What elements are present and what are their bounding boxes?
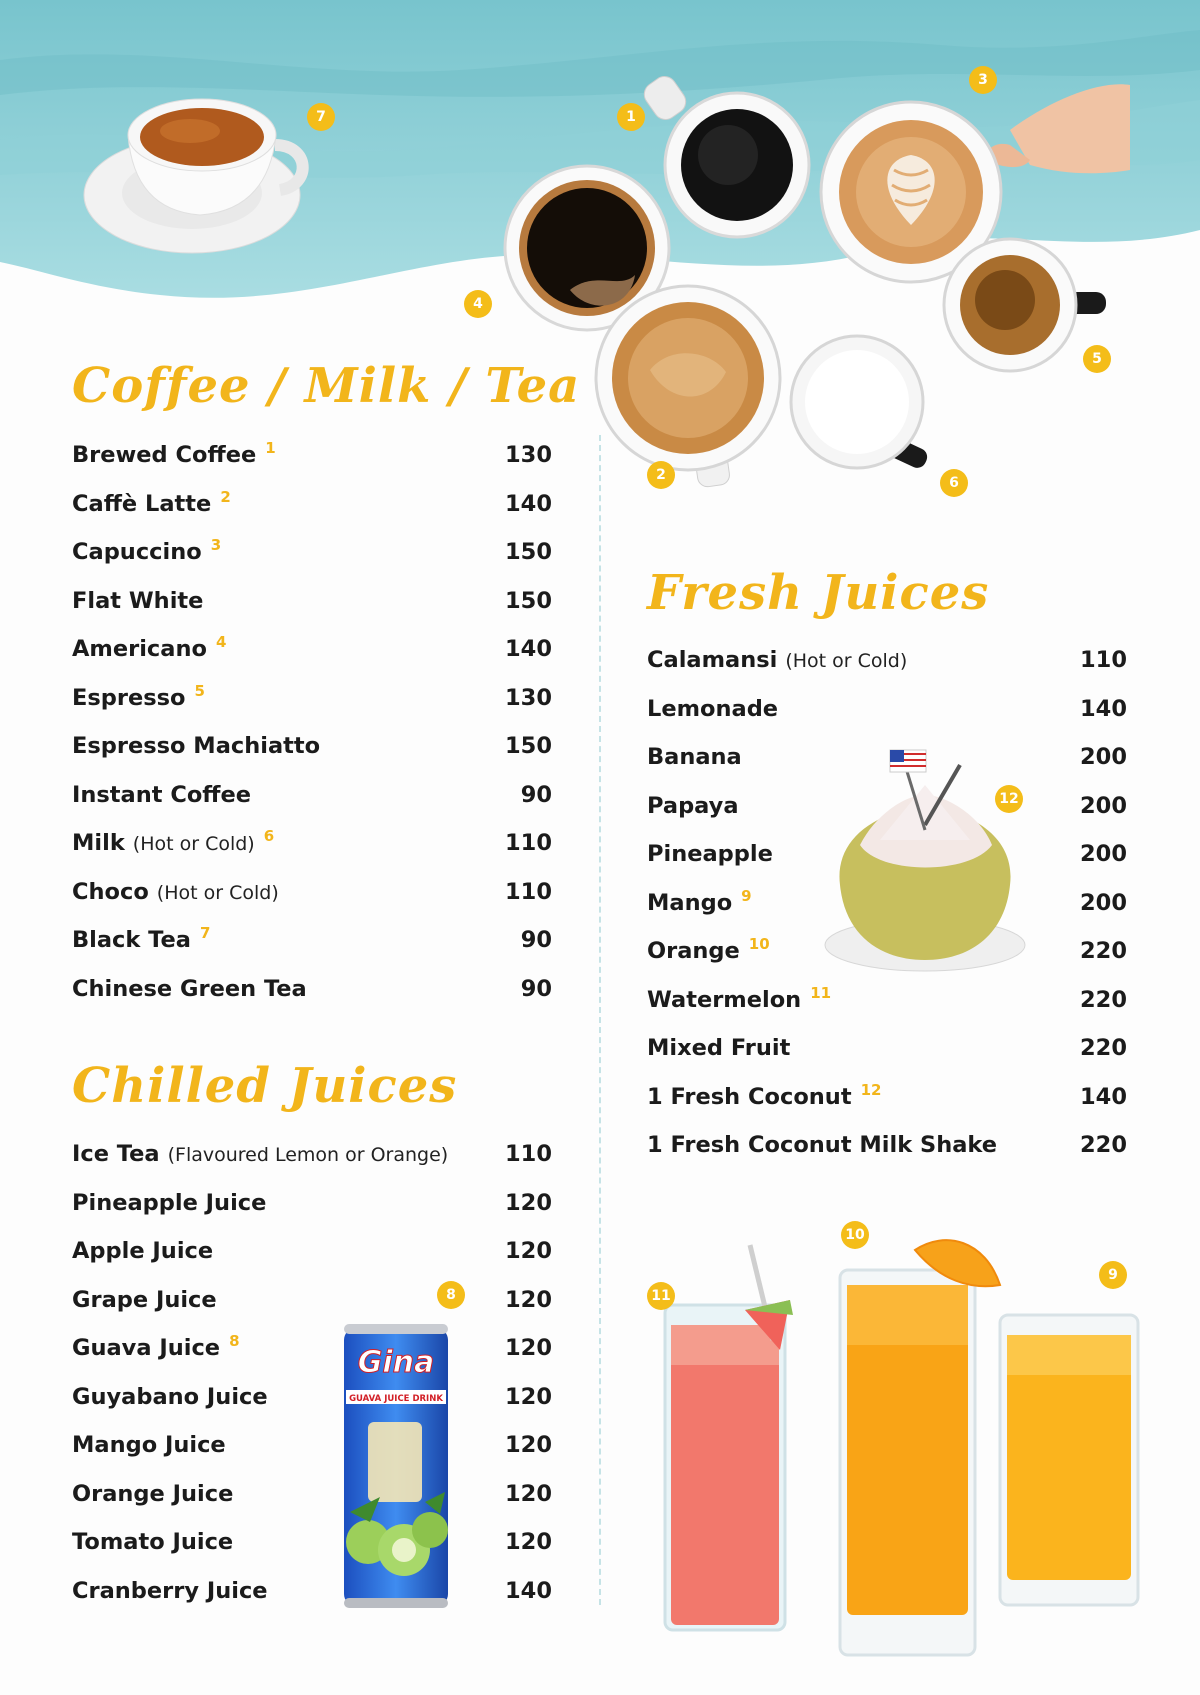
menu-item	[72, 625, 552, 674]
menu-item-price: 110	[505, 830, 552, 857]
menu-item-label	[72, 1141, 448, 1167]
menu-item-note: (Hot or Cold)	[785, 650, 908, 673]
menu-item	[647, 1073, 1127, 1122]
menu-item-label	[72, 681, 205, 711]
menu-item-price: 120	[505, 1529, 552, 1556]
menu-item-price: 140	[1080, 1083, 1127, 1110]
menu-item	[72, 771, 552, 820]
menu-item-price: 120	[505, 1480, 552, 1507]
menu-item	[72, 431, 552, 480]
menu-item	[647, 879, 1127, 928]
chilled-menu-list	[72, 1130, 552, 1615]
menu-item-price: 200	[1080, 889, 1127, 916]
coffee-menu-list	[72, 431, 552, 1013]
menu-item	[647, 733, 1127, 782]
menu-item-price: 220	[1080, 938, 1127, 965]
menu-item-label	[647, 841, 773, 867]
menu-item-name: Caffè Latte	[72, 490, 212, 517]
menu-item-name: Ice Tea	[72, 1141, 160, 1168]
menu-item-note: (Hot or Cold)	[132, 833, 255, 856]
menu-item-name: Guyabano Juice	[72, 1383, 268, 1410]
fresh-section-title: Fresh Juices	[647, 565, 990, 621]
menu-item-name: Mango	[647, 889, 733, 916]
menu-item-photo-ref: 4	[215, 633, 227, 652]
menu-item-name: 1 Fresh Coconut	[647, 1083, 852, 1110]
menu-item-price: 140	[505, 1577, 552, 1604]
menu-item	[647, 927, 1127, 976]
menu-item-name: Choco	[72, 878, 149, 905]
menu-item	[647, 782, 1127, 831]
menu-item-price: 110	[505, 1141, 552, 1168]
photo-badge-2: 2	[647, 461, 675, 489]
menu-item-label	[72, 1432, 226, 1458]
menu-item	[72, 1324, 552, 1373]
photo-badge-11: 11	[647, 1282, 675, 1310]
menu-item-price: 90	[520, 975, 552, 1002]
menu-item	[647, 976, 1127, 1025]
photo-badge-9: 9	[1099, 1261, 1127, 1289]
menu-item-label	[647, 886, 752, 916]
fresh-menu-list	[647, 636, 1127, 1170]
menu-item	[647, 685, 1127, 734]
menu-item-price: 140	[505, 636, 552, 663]
photo-badge-5: 5	[1083, 345, 1111, 373]
menu-item	[72, 916, 552, 965]
menu-item-name: Calamansi	[647, 647, 778, 674]
menu-item-name: 1 Fresh Coconut Milk Shake	[647, 1132, 998, 1159]
menu-item-name: Guava Juice	[72, 1335, 221, 1362]
menu-item-name: Pineapple Juice	[72, 1189, 267, 1216]
juice-glasses-photo	[655, 1225, 1150, 1665]
menu-item-label	[72, 588, 203, 614]
column-divider	[599, 435, 601, 1605]
menu-item-price: 90	[520, 781, 552, 808]
menu-item	[72, 577, 552, 626]
menu-item	[72, 965, 552, 1014]
menu-item-label	[647, 793, 739, 819]
menu-item-price: 150	[505, 733, 552, 760]
menu-item-label	[647, 1080, 882, 1110]
menu-item	[72, 1470, 552, 1519]
menu-item-label	[72, 487, 231, 517]
menu-item-name: Flat White	[72, 587, 204, 614]
menu-item-name: Capuccino	[72, 539, 202, 566]
coffee-section-title: Coffee / Milk / Tea	[72, 358, 581, 414]
menu-item-price: 120	[505, 1432, 552, 1459]
menu-item-label	[72, 733, 320, 759]
menu-item-label	[647, 935, 770, 965]
menu-item	[72, 819, 552, 868]
menu-item-name: Mango Juice	[72, 1432, 226, 1459]
menu-item	[72, 528, 552, 577]
menu-item-label	[72, 1384, 268, 1410]
coffee-cups-photo	[490, 60, 1130, 520]
menu-item-label	[72, 1481, 233, 1507]
photo-badge-8: 8	[437, 1281, 465, 1309]
menu-item-price: 200	[1080, 792, 1127, 819]
menu-item-name: Grape Juice	[72, 1286, 217, 1313]
menu-item-name: Milk	[72, 830, 125, 857]
menu-item	[647, 1024, 1127, 1073]
menu-item-price: 120	[505, 1286, 552, 1313]
menu-item-price: 130	[505, 442, 552, 469]
menu-item-photo-ref: 10	[748, 935, 770, 954]
menu-item-name: Orange Juice	[72, 1480, 234, 1507]
menu-item-photo-ref: 11	[810, 983, 832, 1002]
menu-item-name: Apple Juice	[72, 1238, 214, 1265]
menu-item-price: 220	[1080, 986, 1127, 1013]
menu-item-label	[647, 1132, 997, 1158]
menu-item-label	[72, 782, 251, 808]
menu-item-name: Mixed Fruit	[647, 1035, 791, 1062]
photo-badge-4: 4	[464, 290, 492, 318]
menu-item-label	[72, 1578, 268, 1604]
menu-item-photo-ref: 9	[741, 886, 752, 905]
menu-item-price: 220	[1080, 1035, 1127, 1062]
menu-item-label	[647, 696, 778, 722]
menu-item-photo-ref: 8	[229, 1332, 240, 1351]
menu-item-label	[72, 439, 276, 469]
menu-item-photo-ref: 3	[210, 536, 222, 555]
menu-item-label	[72, 1238, 213, 1264]
menu-item-price: 90	[520, 927, 552, 954]
menu-item-photo-ref: 12	[860, 1080, 882, 1099]
menu-item-price: 200	[1080, 744, 1127, 771]
photo-badge-3: 3	[969, 66, 997, 94]
photo-badge-12: 12	[995, 785, 1023, 813]
photo-badge-7: 7	[307, 103, 335, 131]
menu-item	[72, 868, 552, 917]
menu-item-label	[647, 744, 742, 770]
menu-item	[72, 1567, 552, 1616]
menu-item-photo-ref: 2	[220, 487, 231, 506]
menu-item-label	[72, 924, 211, 954]
chilled-section-title: Chilled Juices	[72, 1058, 458, 1114]
menu-item-price: 140	[1080, 695, 1127, 722]
menu-item-name: Instant Coffee	[72, 781, 252, 808]
can-product: GUAVA JUICE DRINK	[349, 1394, 443, 1404]
menu-item	[72, 1130, 552, 1179]
menu-item-price: 140	[505, 490, 552, 517]
black-tea-photo	[80, 85, 320, 255]
menu-item-label	[72, 1190, 266, 1216]
photo-badge-1: 1	[617, 103, 645, 131]
menu-item-name: Tomato Juice	[72, 1529, 234, 1556]
menu-item	[72, 1227, 552, 1276]
menu-item-name: Brewed Coffee	[72, 442, 257, 469]
menu-item-label	[72, 1332, 240, 1362]
menu-item	[72, 1518, 552, 1567]
menu-item-price: 120	[505, 1238, 552, 1265]
menu-item	[647, 830, 1127, 879]
menu-item-label	[72, 879, 279, 905]
menu-item-note: (Flavoured Lemon or Orange)	[167, 1144, 449, 1167]
menu-item-price: 150	[505, 587, 552, 614]
menu-item-price: 120	[505, 1335, 552, 1362]
menu-item	[72, 1421, 552, 1470]
menu-item-price: 120	[505, 1189, 552, 1216]
menu-item	[647, 636, 1127, 685]
menu-item-price: 110	[1080, 647, 1127, 674]
menu-item-name: Cranberry Juice	[72, 1577, 268, 1604]
menu-item-price: 200	[1080, 841, 1127, 868]
menu-item-name: Papaya	[647, 792, 739, 819]
menu-item-name: Black Tea	[72, 927, 191, 954]
menu-item	[72, 1373, 552, 1422]
can-brand: Gina	[357, 1345, 435, 1380]
menu-item-name: Pineapple	[647, 841, 773, 868]
menu-item-label	[647, 1035, 790, 1061]
menu-item-label	[72, 827, 275, 857]
menu-item-label	[647, 983, 832, 1013]
menu-item-photo-ref: 5	[194, 681, 205, 700]
menu-item-price: 150	[505, 539, 552, 566]
menu-item-label	[72, 633, 227, 663]
menu-item-name: Orange	[647, 938, 740, 965]
menu-item-name: Lemonade	[647, 695, 779, 722]
menu-item-name: Espresso	[72, 684, 186, 711]
menu-item-photo-ref: 7	[199, 924, 211, 943]
menu-item	[72, 1276, 552, 1325]
menu-item	[647, 1121, 1127, 1170]
menu-item-label	[647, 647, 907, 673]
menu-item	[72, 480, 552, 529]
photo-badge-10: 10	[841, 1221, 869, 1249]
menu-item-name: Chinese Green Tea	[72, 975, 307, 1002]
menu-item-price: 110	[505, 878, 552, 905]
menu-item-price: 120	[505, 1383, 552, 1410]
menu-item-note: (Hot or Cold)	[156, 881, 279, 904]
menu-item-name: Espresso Machiatto	[72, 733, 321, 760]
photo-badge-6: 6	[940, 469, 968, 497]
menu-item	[72, 674, 552, 723]
menu-item-name: Watermelon	[647, 986, 802, 1013]
menu-item-label	[72, 536, 222, 566]
menu-item-photo-ref: 6	[263, 827, 275, 846]
menu-item-price: 130	[505, 684, 552, 711]
menu-item-label	[72, 976, 307, 1002]
menu-item	[72, 722, 552, 771]
menu-item-price: 220	[1080, 1132, 1127, 1159]
menu-item-name: Banana	[647, 744, 742, 771]
menu-item-name: Americano	[72, 636, 207, 663]
menu-item-photo-ref: 1	[265, 439, 276, 458]
menu-item	[72, 1179, 552, 1228]
menu-item-label	[72, 1529, 233, 1555]
menu-item-label	[72, 1287, 217, 1313]
